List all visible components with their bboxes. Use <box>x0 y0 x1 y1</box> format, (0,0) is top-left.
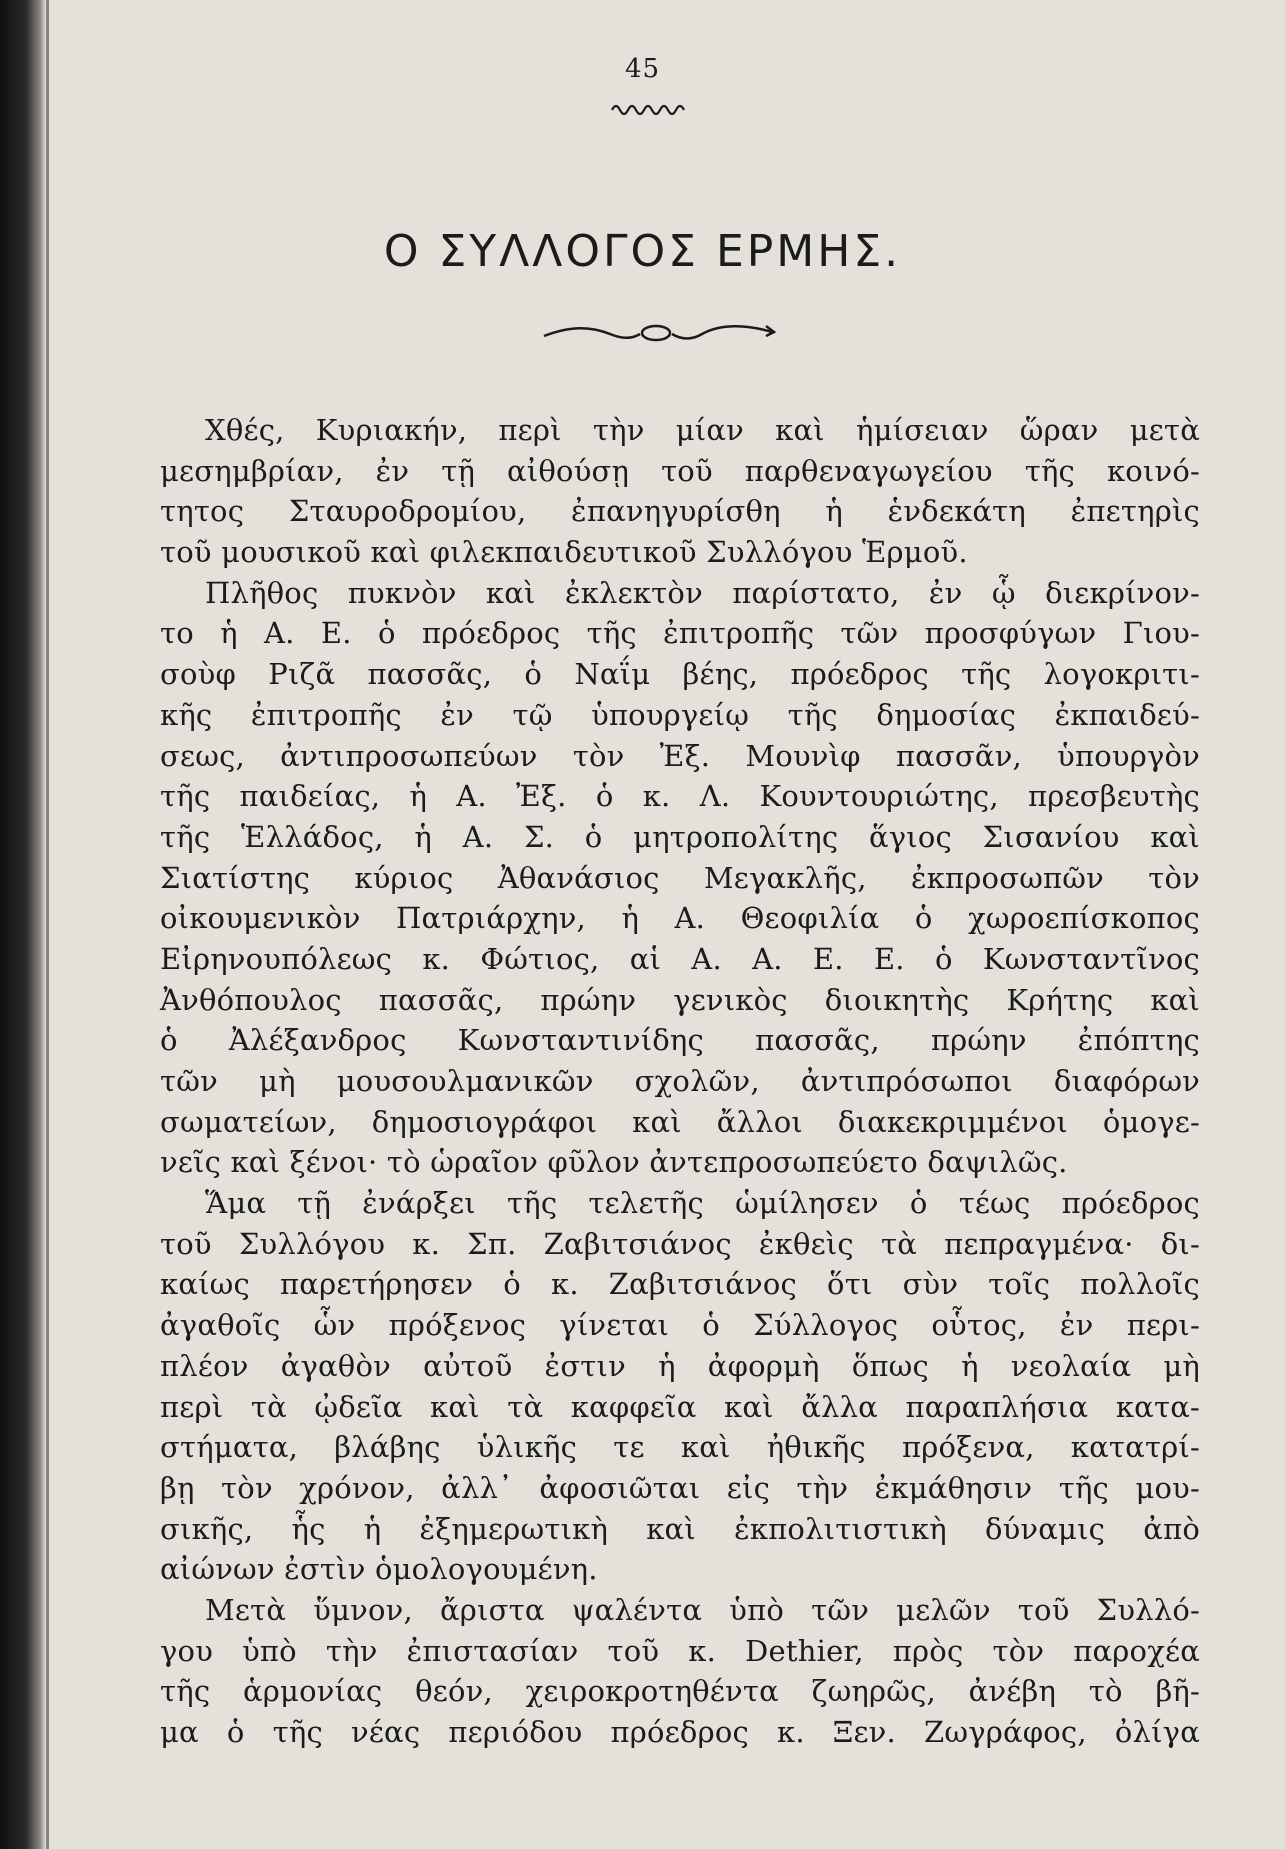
text-line: σεως, ἀντιπροσωπεύων τὸν Ἐξ. Μουνὶφ πασσᾶν, ὑπουργὸν <box>160 738 1200 773</box>
text-line: μα ὁ τῆς νέας περιόδου πρόεδρος κ. Ξεν. Ζωγράφος, ὀλίγα <box>160 1715 1200 1749</box>
article-title: Ο ΣΥΛΛΟΓΟΣ ΕΡΜΗΣ. <box>383 226 902 277</box>
text-line: καίως παρετήρησεν ὁ κ. Ζαβιτσιάνος ὅτι σὺν τοῖς πολλοῖς <box>160 1267 1200 1302</box>
text-line: πλέον ἀγαθὸν αὐτοῦ ἐστιν ἡ ἀφορμὴ ὅπως ἡ νεολαία μὴ <box>160 1348 1200 1383</box>
text-line: κῆς ἐπιτροπῆς ἐν τῷ ὑπουργείῳ τῆς δημοσίας ἐκπαιδεύ- <box>160 697 1200 732</box>
text-line: Μετὰ ὕμνον, ἄριστα ψαλέντα ὑπὸ τῶν μελῶν τοῦ Συλλό- <box>205 1592 1200 1627</box>
text-line: βῃ τὸν χρόνον, ἀλλ᾿ ἀφοσιῶται εἰς τὴν ἐκμάθησιν τῆς μου- <box>160 1470 1200 1505</box>
paragraph <box>160 1183 1200 1590</box>
text-line: σωματείων, δημοσιογράφοι καὶ ἄλλοι διακεκριμμένοι ὁμογε- <box>160 1104 1200 1139</box>
text-line: Πλῆθος πυκνὸν καὶ ἐκλεκτὸν παρίστατο, ἐν ᾧ διεκρίνον- <box>205 575 1200 610</box>
wavy-ornament-icon <box>610 100 690 120</box>
text-line: στήματα, βλάβης ὑλικῆς τε καὶ ἠθικῆς πρόξενα, κατατρί- <box>160 1430 1200 1465</box>
text-line: σικῆς, ἧς ἡ ἐξημερωτικὴ καὶ ἐκπολιτιστικὴ δύναμις ἀπὸ <box>160 1511 1200 1546</box>
text-line: τητος Σταυροδρομίου, ἐπανηγυρίσθη ἡ ἑνδεκάτη ἐπετηρὶς <box>160 494 1200 529</box>
paragraph <box>160 573 1200 1183</box>
text-line: ἀγαθοῖς ὧν πρόξενος γίνεται ὁ Σύλλογος οὗτος, ἐν περι- <box>160 1308 1200 1343</box>
flourish-separator-icon <box>540 318 780 348</box>
article-body <box>160 410 1200 1753</box>
text-line: αἰώνων ἐστὶν ὁμολογουμένη. <box>160 1552 598 1587</box>
text-line: τῶν μὴ μουσουλμανικῶν σχολῶν, ἀντιπρόσωποι διαφόρων <box>160 1064 1200 1098</box>
text-line: τῆς παιδείας, ἡ Α. Ἐξ. ὁ κ. Λ. Κουντουριώτης, πρεσβευτὴς <box>160 779 1200 814</box>
page-gutter-rule <box>46 0 49 1849</box>
text-line: τῆς ἁρμονίας θεόν, χειροκροτηθέντα ζωηρῶς, ἀνέβη τὸ βῆ- <box>160 1674 1200 1709</box>
text-line: περὶ τὰ ᾠδεῖα καὶ τὰ καφφεῖα καὶ ἄλλα παραπλήσια κατα- <box>160 1389 1200 1424</box>
paragraph <box>160 410 1200 573</box>
text-line: τῆς Ἑλλάδος, ἡ Α. Σ. ὁ μητροπολίτης ἅγιος Σισανίου καὶ <box>160 819 1200 854</box>
text-line: Ἅμα τῇ ἐνάρξει τῆς τελετῆς ὡμίλησεν ὁ τέως πρόεδρος <box>205 1186 1200 1221</box>
text-line: Σιατίστης κύριος Ἀθανάσιος Μεγακλῆς, ἐκπροσωπῶν τὸν <box>160 860 1200 895</box>
paragraph <box>160 1590 1200 1753</box>
text-line: το ἡ Α. Ε. ὁ πρόεδρος τῆς ἐπιτροπῆς τῶν προσφύγων Γιου- <box>160 616 1200 651</box>
text-line: Ἀνθόπουλος πασσᾶς, πρώην γενικὸς διοικητὴς Κρήτης καὶ <box>160 982 1200 1017</box>
text-line: νεῖς καὶ ξένοι· τὸ ὡραῖον φῦλον ἀντεπροσωπεύετο δαψιλῶς. <box>160 1145 1068 1180</box>
text-line: Χθές, Κυριακήν, περὶ τὴν μίαν καὶ ἡμίσειαν ὥραν μετὰ <box>205 413 1200 447</box>
text-line: μεσημβρίαν, ἐν τῇ αἰθούσῃ τοῦ παρθεναγωγείου τῆς κοινό- <box>160 453 1200 488</box>
text-line: τοῦ μουσικοῦ καὶ φιλεκπαιδευτικοῦ Συλλόγου Ἑρμοῦ. <box>160 535 968 570</box>
text-line: ὁ Ἀλέξανδρος Κωνσταντινίδης πασσᾶς, πρώην ἐπόπτης <box>160 1023 1200 1058</box>
text-line: σοὺφ Ριζᾶ πασσᾶς, ὁ Ναΐμ βέης, πρόεδρος τῆς λογοκριτι- <box>160 657 1200 692</box>
text-line: γου ὑπὸ τὴν ἐπιστασίαν τοῦ κ. Dethier, πρὸς τὸν παροχέα <box>160 1633 1200 1668</box>
page-gutter-shadow <box>0 0 46 1849</box>
text-line: τοῦ Συλλόγου κ. Σπ. Ζαβιτσιάνος ἐκθεὶς τὰ πεπραγμένα· δι- <box>160 1226 1200 1261</box>
text-line: οἰκουμενικὸν Πατριάρχην, ἡ Α. Θεοφιλία ὁ χωροεπίσκοπος <box>160 901 1200 936</box>
page-number: 45 <box>624 54 661 84</box>
text-line: Εἰρηνουπόλεως κ. Φώτιος, αἱ Α. Α. Ε. Ε. ὁ Κωνσταντῖνος <box>160 941 1200 976</box>
